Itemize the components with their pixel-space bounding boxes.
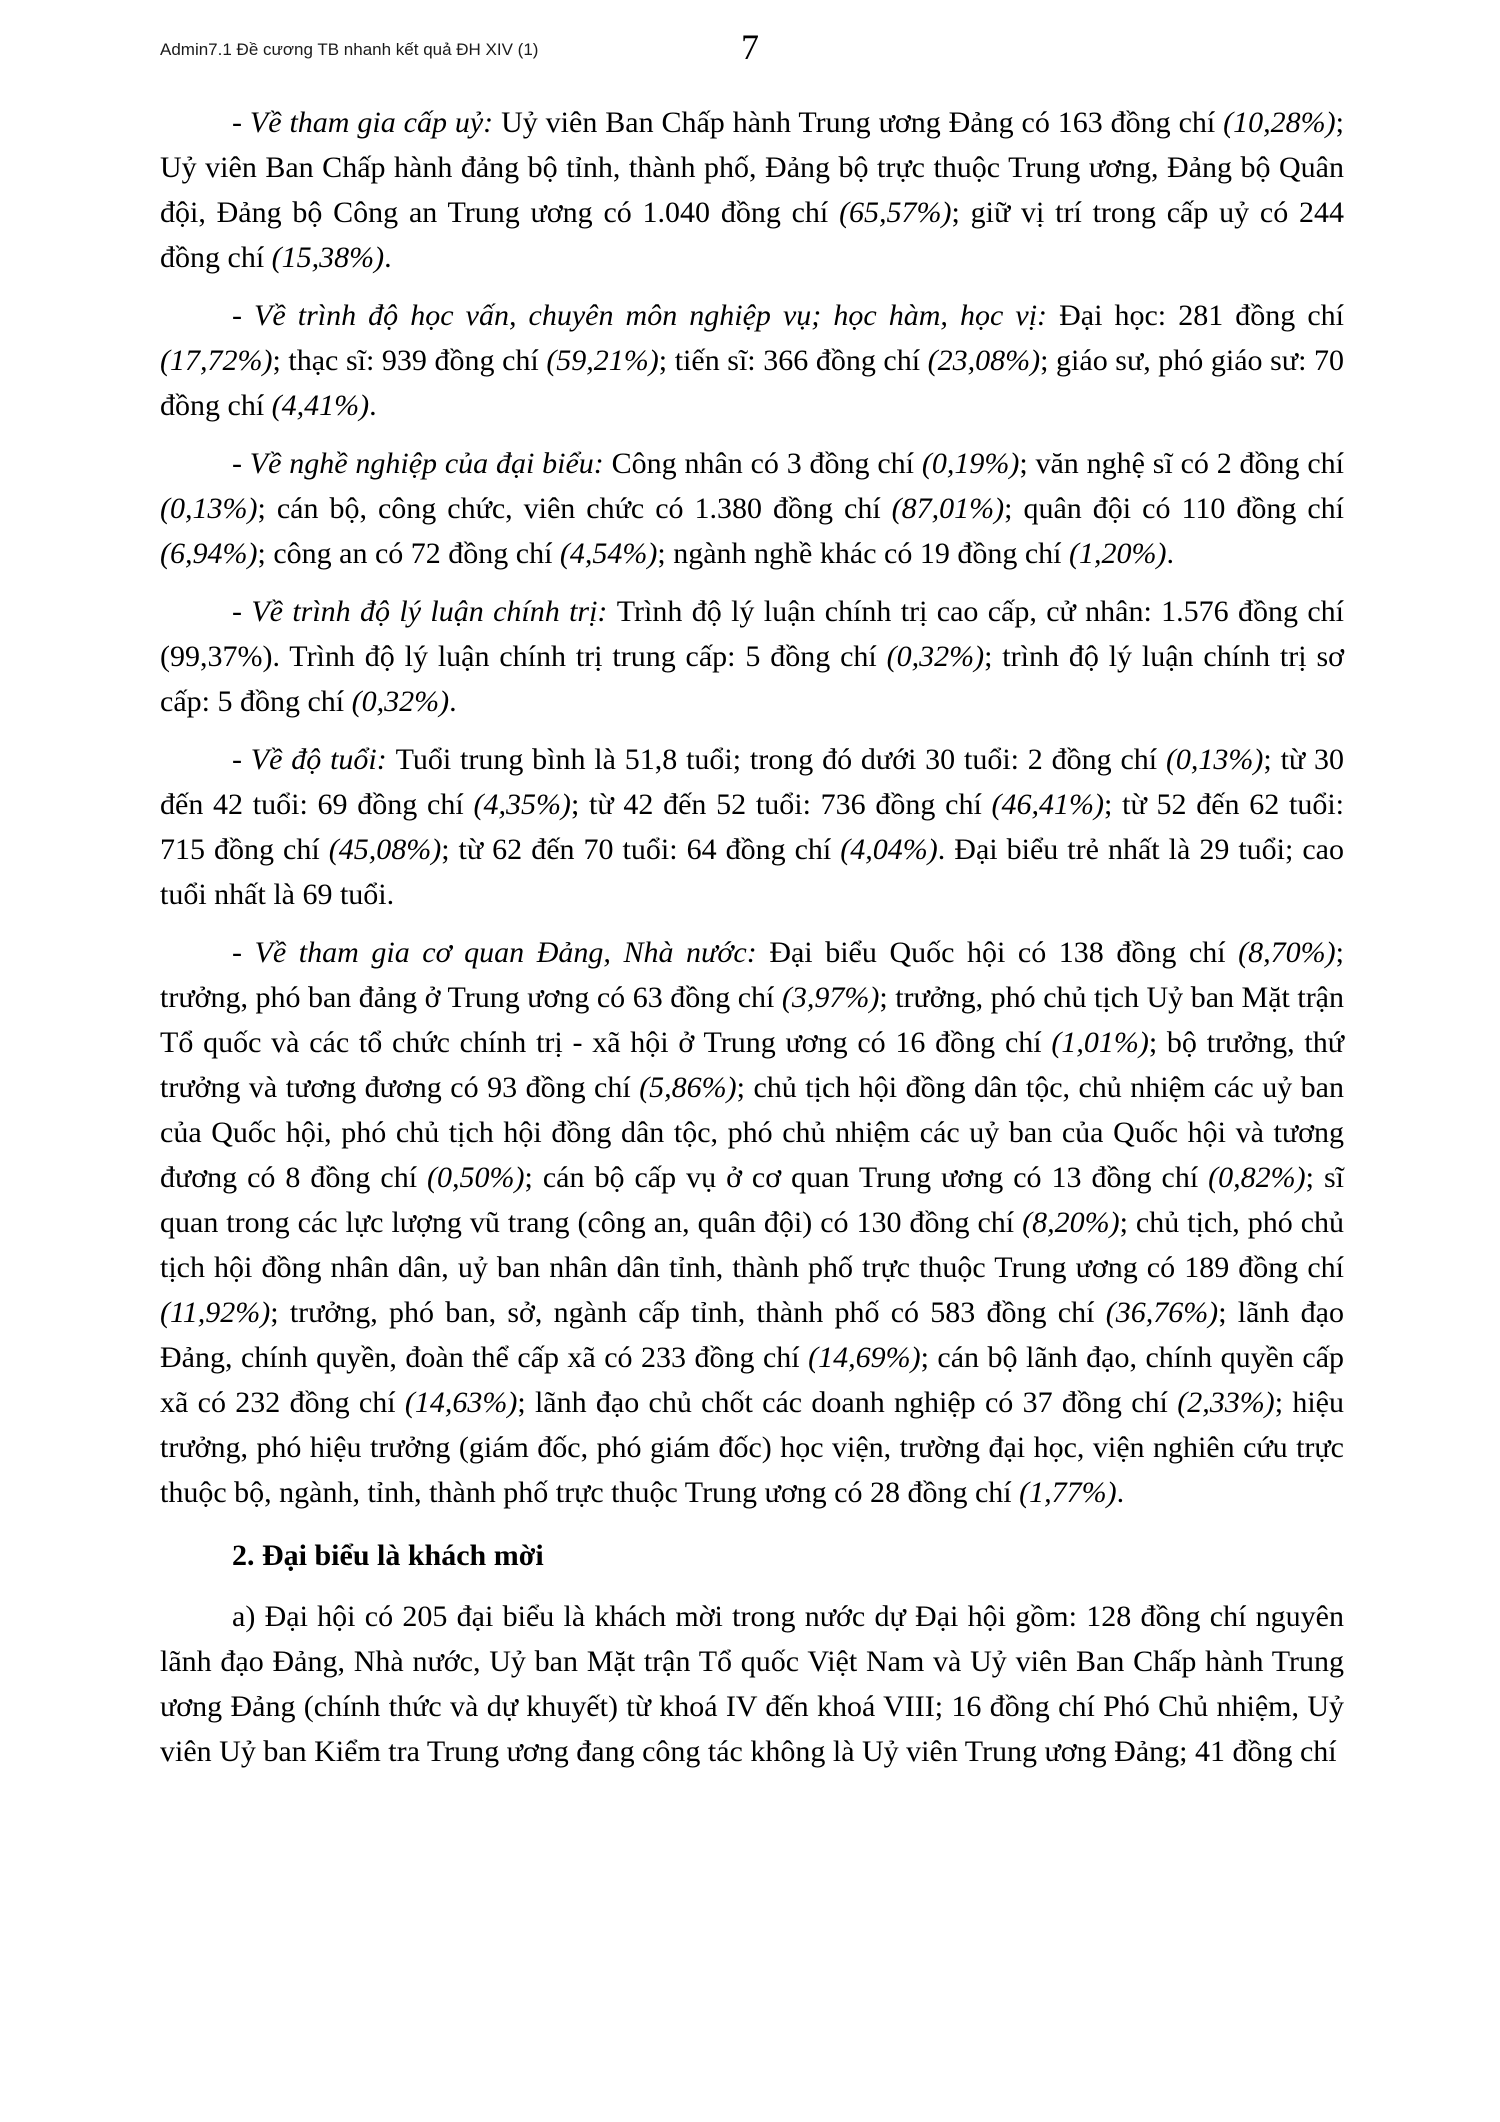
document-title: Admin7.1 Đề cương TB nhanh kết quả ĐH XIV (1) bbox=[160, 40, 539, 59]
section-heading bbox=[160, 1533, 1344, 1578]
text-segment: ; lãnh đạo chủ chốt các doanh nghiệp có 37 đồng chí bbox=[517, 1386, 1178, 1419]
text-segment: ; chủ tịch hội đồng dân tộc, chủ nhiệm các uỷ ban của Quốc hội, phó chủ tịch hội đồng dân tộc, phó chủ nhiệm các uỷ ban của Quốc hội và tương đương có 8 đồng chí bbox=[160, 1071, 1344, 1194]
text-segment: - Về trình độ học vấn, chuyên môn nghiệp vụ; học hàm, học vị: bbox=[232, 299, 1060, 332]
text-segment: ; cán bộ lãnh đạo, chính quyền cấp xã có 232 đồng chí bbox=[160, 1341, 1345, 1419]
text-segment: - Về tham gia cơ quan Đảng, Nhà nước: bbox=[232, 936, 770, 969]
text-segment: (1,20%) bbox=[1068, 537, 1167, 570]
text-segment: ; từ 42 đến 52 tuổi: 736 đồng chí bbox=[570, 788, 992, 821]
text-segment: ; tiến sĩ: 366 đồng chí bbox=[658, 344, 928, 377]
text-segment: ; trưởng, phó chủ tịch Uỷ ban Mặt trận Tổ quốc và các tổ chức chính trị - xã hội ở Trung ương có 16 đồng chí bbox=[160, 981, 1344, 1059]
text-segment: ; trưởng, phó ban, sở, ngành cấp tỉnh, thành phố có 583 đồng chí bbox=[270, 1296, 1106, 1329]
paragraph bbox=[160, 930, 1344, 1515]
text-segment: (59,21%) bbox=[546, 344, 659, 377]
text-segment: (0,13%) bbox=[160, 492, 258, 525]
page-header bbox=[0, 0, 1500, 96]
text-segment: (0,32%) bbox=[886, 640, 985, 673]
text-segment: (14,63%) bbox=[404, 1386, 518, 1419]
text-segment: Đại biểu Quốc hội có 138 đồng chí bbox=[769, 936, 1239, 969]
text-segment: . bbox=[1116, 1476, 1125, 1509]
text-segment: (5,86%) bbox=[639, 1071, 737, 1104]
text-segment: (3,97%) bbox=[781, 981, 880, 1014]
text-segment: Trình độ lý luận chính trị cao cấp, cử nhân: 1.576 đồng chí (99,37%). Trình độ lý luận chính trị trung cấp: 5 đồng chí bbox=[160, 595, 1345, 673]
text-segment: (0,82%) bbox=[1208, 1161, 1306, 1194]
text-segment: (4,41%) bbox=[271, 389, 370, 422]
text-segment: ; giữ vị trí trong cấp uỷ có 244 đồng chí bbox=[160, 196, 1344, 274]
text-segment: . bbox=[1166, 537, 1174, 570]
text-segment: ; cán bộ, công chức, viên chức có 1.380 đồng chí bbox=[257, 492, 892, 525]
text-segment: - Về độ tuổi: bbox=[232, 743, 396, 776]
text-segment: ; trưởng, phó ban đảng ở Trung ương có 63 đồng chí bbox=[160, 936, 1344, 1014]
text-segment: (14,69%) bbox=[808, 1341, 921, 1374]
text-segment: Uỷ viên Ban Chấp hành Trung ương Đảng có 163 đồng chí bbox=[501, 106, 1224, 139]
text-segment: - Về nghề nghiệp của đại biểu: bbox=[232, 447, 612, 480]
text-segment: (11,92%) bbox=[160, 1296, 271, 1329]
text-segment: a) Đại hội có 205 đại biểu là khách mời trong nước dự Đại hội gồm: 128 đồng chí nguyên lãnh đạo Đảng, Nhà nước, Uỷ ban Mặt trận Tổ quốc Việt Nam và Uỷ viên Ban Chấp hành Trung ương Đảng (chính thức và dự khuyết) từ khoá IV đến khoá VIII; 16 đồng chí Phó Chủ nhiệm, Uỷ viên Uỷ ban Kiểm tra Trung ương đang công tác không là Uỷ viên Trung ương Đảng; 41 đồng chí bbox=[160, 1600, 1344, 1768]
text-segment: (6,94%) bbox=[160, 537, 258, 570]
paragraph bbox=[160, 441, 1344, 576]
text-segment: (65,57%) bbox=[839, 196, 952, 229]
text-segment: ; ngành nghề khác có 19 đồng chí bbox=[657, 537, 1069, 570]
text-segment: (46,41%) bbox=[991, 788, 1105, 821]
text-segment: . bbox=[369, 389, 377, 422]
text-segment: (36,76%) bbox=[1105, 1296, 1219, 1329]
paragraph bbox=[160, 100, 1344, 280]
text-segment: (0,13%) bbox=[1165, 743, 1264, 776]
text-segment: (10,28%) bbox=[1223, 106, 1336, 139]
text-segment: (4,04%) bbox=[840, 833, 938, 866]
text-segment: (1,77%) bbox=[1019, 1476, 1117, 1509]
text-segment: 2. Đại biểu là khách mời bbox=[232, 1539, 544, 1572]
text-segment: ; chủ tịch, phó chủ tịch hội đồng nhân dân, uỷ ban nhân dân tỉnh, thành phố trực thuộc Trung ương có 189 đồng chí bbox=[160, 1206, 1345, 1284]
text-segment: ; từ 62 đến 70 tuổi: 64 đồng chí bbox=[441, 833, 841, 866]
text-segment: (8,20%) bbox=[1022, 1206, 1120, 1239]
text-segment: ; quân đội có 110 đồng chí bbox=[1004, 492, 1344, 525]
text-segment: (87,01%) bbox=[891, 492, 1005, 525]
text-segment: ; trình độ lý luận chính trị sơ cấp: 5 đồng chí bbox=[160, 640, 1344, 718]
text-segment: ; từ 30 đến 42 tuổi: 69 đồng chí bbox=[160, 743, 1344, 821]
text-segment: (45,08%) bbox=[328, 833, 442, 866]
text-segment: ; sĩ quan trong các lực lượng vũ trang (công an, quân đội) có 130 đồng chí bbox=[160, 1161, 1344, 1239]
text-segment: . Đại biểu trẻ nhất là 29 tuổi; cao tuổi nhất là 69 tuổi. bbox=[160, 833, 1344, 911]
text-segment: (4,35%) bbox=[473, 788, 571, 821]
text-segment: ; bộ trưởng, thứ trưởng và tương đương có 93 đồng chí bbox=[160, 1026, 1344, 1104]
text-segment: (17,72%) bbox=[160, 344, 273, 377]
text-segment: ; từ 52 đến 62 tuổi: 715 đồng chí bbox=[160, 788, 1345, 866]
text-segment: . bbox=[449, 685, 457, 718]
paragraph bbox=[160, 293, 1344, 428]
document-body bbox=[0, 96, 1500, 1774]
paragraph bbox=[160, 589, 1344, 724]
paragraph bbox=[160, 1594, 1344, 1774]
text-segment: ; cán bộ cấp vụ ở cơ quan Trung ương có 13 đồng chí bbox=[524, 1161, 1209, 1194]
text-segment: ; Uỷ viên Ban Chấp hành đảng bộ tỉnh, thành phố, Đảng bộ trực thuộc Trung ương, Đảng bộ Quân đội, Đảng bộ Công an Trung ương có 1.040 đồng chí bbox=[160, 106, 1344, 229]
text-segment: (1,01%) bbox=[1051, 1026, 1149, 1059]
text-segment: (0,50%) bbox=[427, 1161, 525, 1194]
text-segment: ; công an có 72 đồng chí bbox=[257, 537, 560, 570]
text-segment: ; thạc sĩ: 939 đồng chí bbox=[272, 344, 547, 377]
text-segment: (23,08%) bbox=[927, 344, 1041, 377]
text-segment: ; lãnh đạo Đảng, chính quyền, đoàn thể cấp xã có 233 đồng chí bbox=[160, 1296, 1344, 1374]
text-segment: Đại học: 281 đồng chí bbox=[1059, 299, 1344, 332]
page-number: 7 bbox=[741, 27, 759, 67]
text-segment: Tuổi trung bình là 51,8 tuổi; trong đó dưới 30 tuổi: 2 đồng chí bbox=[395, 743, 1166, 776]
text-segment: ; hiệu trưởng, phó hiệu trưởng (giám đốc, phó giám đốc) học viện, trường đại học, viện nghiên cứu trực thuộc bộ, ngành, tỉnh, thành phố trực thuộc Trung ương có 28 đồng chí bbox=[160, 1386, 1344, 1509]
text-segment: - Về tham gia cấp uỷ: bbox=[232, 106, 502, 139]
text-segment: . bbox=[384, 241, 392, 274]
text-segment: Công nhân có 3 đồng chí bbox=[611, 447, 922, 480]
text-segment: (2,33%) bbox=[1177, 1386, 1275, 1419]
paragraph bbox=[160, 737, 1344, 917]
text-segment: (8,70%) bbox=[1238, 936, 1336, 969]
text-segment: (4,54%) bbox=[559, 537, 658, 570]
text-segment: (15,38%) bbox=[271, 241, 385, 274]
text-segment: ; giáo sư, phó giáo sư: 70 đồng chí bbox=[160, 344, 1344, 422]
text-segment: ; văn nghệ sĩ có 2 đồng chí bbox=[1019, 447, 1345, 480]
text-segment: (0,32%) bbox=[351, 685, 450, 718]
text-segment: - Về trình độ lý luận chính trị: bbox=[232, 595, 617, 628]
text-segment: (0,19%) bbox=[921, 447, 1020, 480]
